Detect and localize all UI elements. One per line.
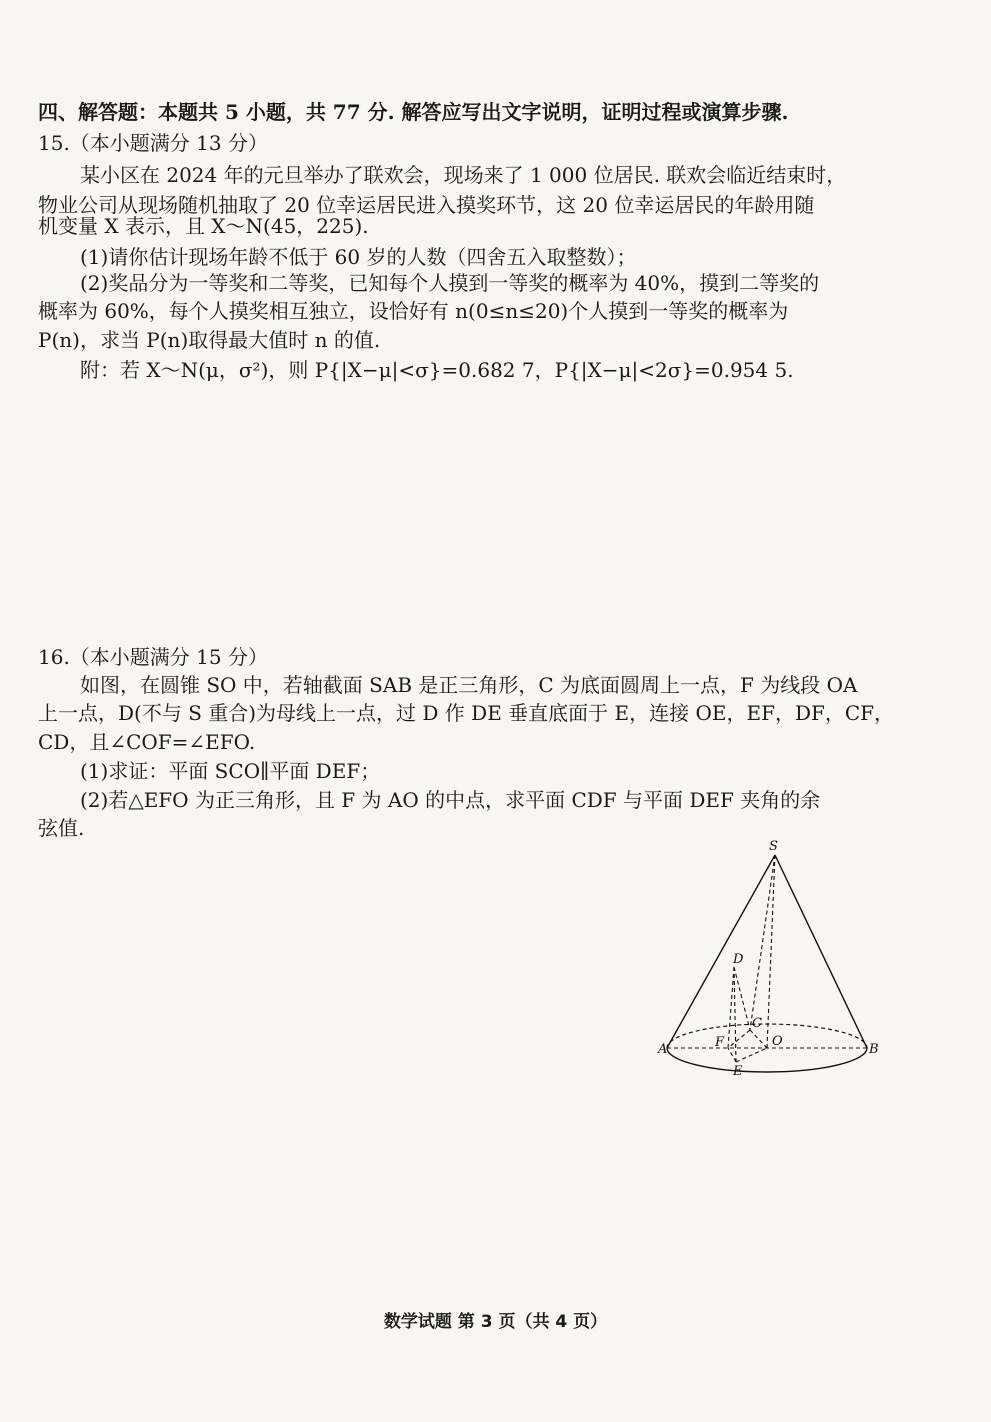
q15-title: 15.（本小题满分 13 分） <box>38 131 268 155</box>
label-s: S <box>769 839 778 854</box>
generatrix-sb <box>775 855 867 1048</box>
q16-line-2: 上一点，D(不与 S 重合)为母线上一点，过 D 作 DE 垂直底面于 E，连接 OE，EF，DF，CF， <box>38 701 895 725</box>
q15-part-2: (2)奖品分为一等奖和二等奖，已知每个人摸到一等奖的概率为 40%，摸到二等奖的 <box>80 271 820 295</box>
q15-line-2: 物业公司从现场随机抽取了 20 位幸运居民进入摸奖环节，这 20 位幸运居民的年龄用随 <box>38 193 815 217</box>
label-d: D <box>733 952 744 967</box>
segment-dc <box>734 967 750 1030</box>
segment-cf <box>728 1030 750 1048</box>
segment-eo <box>736 1048 767 1062</box>
q15-line-1: 某小区在 2024 年的元旦举办了联欢会，现场来了 1 000 位居民. 联欢会临近结束时， <box>80 163 847 187</box>
page-footer: 数学试题 第 3 页（共 4 页） <box>383 1312 608 1332</box>
label-a: A <box>658 1042 668 1057</box>
section-header: 四、解答题：本题共 5 小题，共 77 分. 解答应写出文字说明，证明过程或演算步骤. <box>38 100 789 124</box>
segment-co <box>750 1030 767 1048</box>
segment-ef <box>728 1048 736 1062</box>
label-f: F <box>715 1035 725 1050</box>
q16-title: 16.（本小题满分 15 分） <box>38 645 268 669</box>
q16-part-1: (1)求证：平面 SCO∥平面 DEF； <box>80 759 381 783</box>
cone-figure <box>660 830 890 1080</box>
q16-line-3: CD，且∠COF=∠EFO. <box>38 730 256 754</box>
q15-appendix: 附：若 X～N(μ，σ²)，则 P{|X−μ|<σ}=0.682 7，P{|X−μ|<2σ}=0.954 5. <box>80 358 794 382</box>
q15-line-6: 概率为 60%，每个人摸奖相互独立，设恰好有 n(0≤n≤20)个人摸到一等奖的概率为 <box>38 299 789 323</box>
label-o: O <box>772 1034 783 1049</box>
segment-de <box>734 967 736 1062</box>
label-e: E <box>733 1064 743 1079</box>
q15-line-7: P(n)，求当 P(n)取得最大值时 n 的值. <box>38 328 381 352</box>
base-front-arc <box>667 1048 867 1072</box>
label-b: B <box>869 1042 879 1057</box>
label-c: C <box>752 1016 762 1031</box>
q15-line-3: 机变量 X 表示，且 X～N(45，225). <box>38 214 369 238</box>
q15-part-1: (1)请你估计现场年龄不低于 60 岁的人数（四舍五入取整数）； <box>80 245 637 269</box>
q16-line-6: 弦值. <box>38 816 85 840</box>
q16-line-1: 如图，在圆锥 SO 中，若轴截面 SAB 是正三角形，C 为底面圆周上一点，F 为线段 OA <box>80 673 858 697</box>
segment-df <box>728 967 734 1048</box>
q16-part-2: (2)若△EFO 为正三角形，且 F 为 AO 的中点，求平面 CDF 与平面 DEF 夹角的余 <box>80 788 821 812</box>
